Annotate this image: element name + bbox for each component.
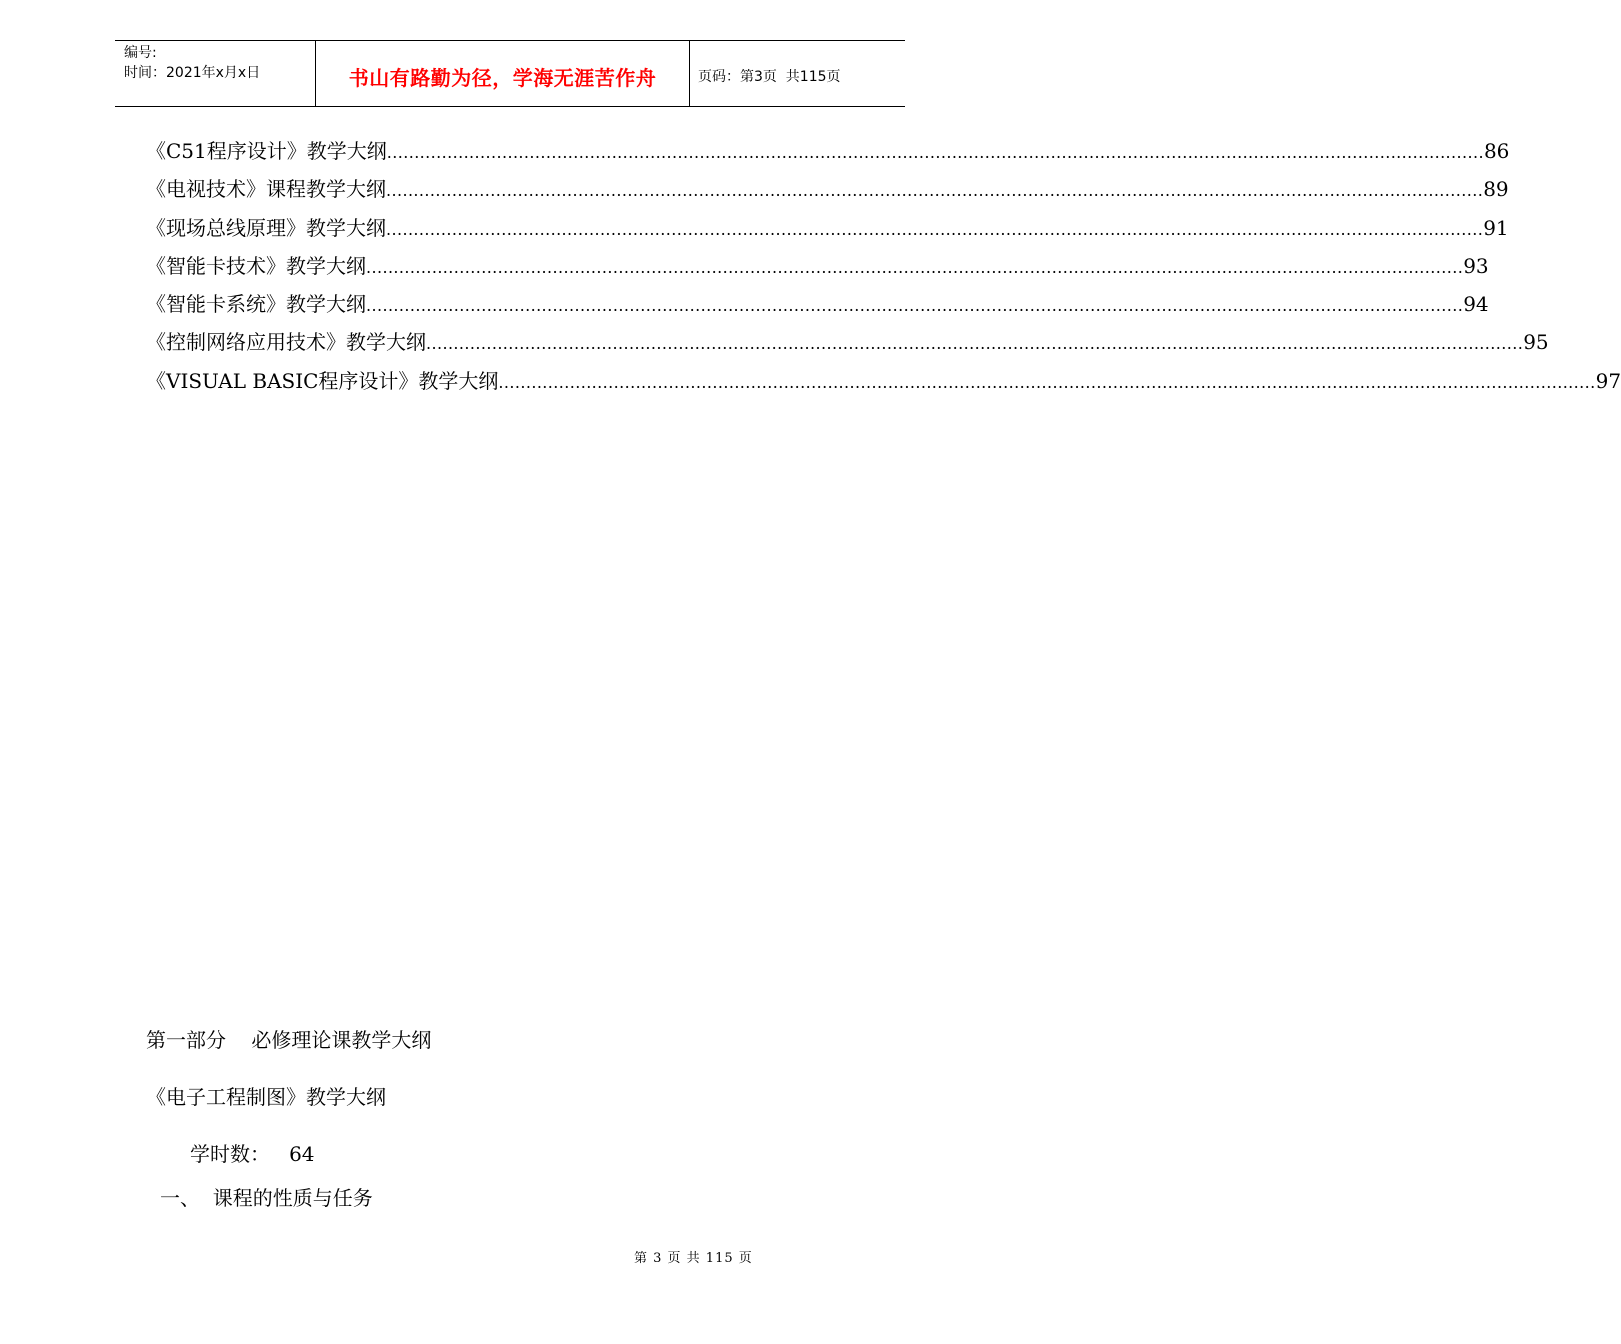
toc-leader-dots: ........................................................................................................................................................................................................ [366, 296, 1464, 316]
serial-number-label: 编号: [124, 45, 157, 61]
toc-leader-dots: ........................................................................................................................................................................................................ [498, 372, 1596, 392]
header-motto-cell [316, 41, 690, 106]
page-header [115, 40, 905, 107]
header-motto: 书山有路勤为径，学海无涯苦作舟 [348, 65, 657, 90]
toc-entry-title: 《电视技术》课程教学大纲 [146, 177, 386, 202]
toc-entry[interactable] [146, 247, 1489, 285]
toc-entry-title: 《现场总线原理》教学大纲 [146, 215, 386, 240]
toc-entry[interactable] [146, 285, 1489, 323]
toc-entry-page: 93 [1463, 253, 1489, 278]
toc-leader-dots: ........................................................................................................................................................................................................ [366, 257, 1464, 277]
toc-entry-title: 《控制网络应用技术》教学大纲 [146, 330, 426, 355]
toc-entry-page: 91 [1483, 215, 1509, 240]
toc-leader-dots: ........................................................................................................................................................................................................ [426, 334, 1524, 354]
toc-entry-title: 《C51程序设计》教学大纲 [146, 139, 387, 163]
class-hours-line: 学时数： 64 [190, 1142, 315, 1166]
header-page-cell [690, 41, 905, 106]
toc-leader-dots: ........................................................................................................................................................................................................ [386, 181, 1484, 201]
toc-entry-page: 95 [1523, 330, 1549, 355]
toc-entry-page: 86 [1483, 139, 1510, 163]
header-meta-cell [115, 41, 316, 106]
page-footer: 第 3 页 共 115 页 [634, 1251, 753, 1266]
toc-entry[interactable] [146, 170, 1509, 208]
table-of-contents [146, 132, 1621, 400]
part-heading: 第一部分 必修理论课教学大纲 [146, 1028, 432, 1052]
toc-entry-page: 94 [1463, 292, 1489, 317]
toc-entry-title: 《智能卡系统》教学大纲 [146, 292, 366, 317]
toc-entry-title: 《VISUAL BASIC程序设计》教学大纲 [146, 368, 499, 393]
toc-entry-page: 97 [1595, 368, 1621, 393]
toc-entry-title: 《智能卡技术》教学大纲 [146, 253, 366, 278]
toc-entry[interactable] [146, 323, 1549, 361]
section-heading: 一、 课程的性质与任务 [160, 1186, 373, 1210]
toc-entry[interactable] [146, 209, 1509, 247]
header-page-info: 页码：第3页 共115页 [698, 68, 841, 85]
date-line: 时间：2021年x月x日 [124, 65, 261, 81]
toc-entry-page: 89 [1483, 177, 1509, 202]
course-heading: 《电子工程制图》教学大纲 [146, 1085, 386, 1109]
toc-leader-dots: ........................................................................................................................................................................................................ [386, 219, 1484, 239]
toc-entry[interactable] [146, 132, 1510, 170]
toc-leader-dots: ........................................................................................................................................................................................................ [386, 143, 1484, 162]
toc-entry[interactable] [146, 362, 1621, 400]
